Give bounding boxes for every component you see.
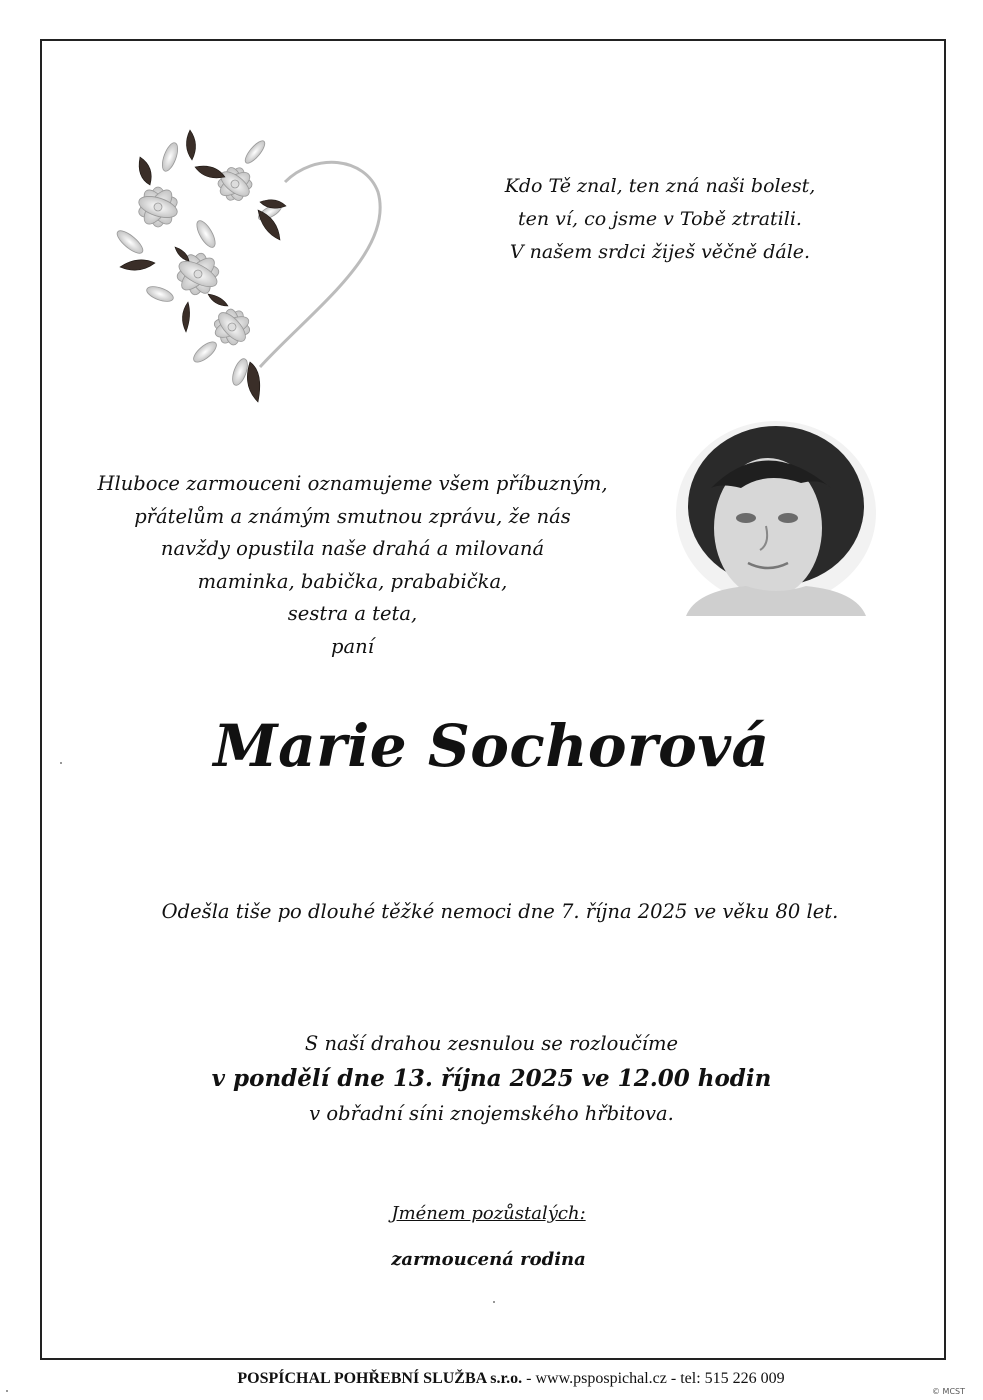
announcement-line: maminka, babička, prababička, (197, 569, 508, 593)
footer-contact: - www.pspospichal.cz - tel: 515 226 009 (522, 1370, 785, 1387)
floral-heart-icon (110, 122, 390, 412)
farewell-date-time: v pondělí dne 13. října 2025 ve 12.00 hodin (211, 1065, 772, 1092)
footer-company: POSPÍCHAL POHŘEBNÍ SLUŽBA s.r.o. (237, 1370, 523, 1387)
quote-line: ten ví, co jsme v Tobě ztratili. (518, 208, 802, 230)
announcement-line: Hluboce zarmouceni oznamujeme všem příbuzným, (97, 472, 608, 495)
farewell-info (0, 1026, 983, 1131)
quote-line: Kdo Tě znal, ten zná naši bolest, (504, 175, 816, 197)
speck (60, 762, 62, 764)
speck (493, 1301, 495, 1303)
watermark: © MCST (932, 1387, 965, 1396)
deceased-name: Marie Sochorová (213, 712, 770, 780)
farewell-intro: S naší drahou zesnulou se rozloučíme (304, 1032, 679, 1055)
announcement-line: navždy opustila naše drahá a milovaná (160, 537, 545, 561)
announcement-line: paní (331, 634, 374, 658)
memorial-quote (470, 170, 850, 269)
death-notice: Odešla tiše po dlouhé těžké nemoci dne 7. října 2025 ve věku 80 let. (161, 900, 839, 923)
announcement-line: přátelům a známým smutnou zprávu, že nás (134, 504, 571, 528)
farewell-place: v obřadní síni znojemského hřbitova. (309, 1102, 674, 1125)
footer-line (0, 1370, 983, 1388)
deceased-portrait (666, 418, 884, 616)
quote-line: V našem srdci žiješ věčně dále. (509, 241, 811, 263)
speck (6, 1390, 8, 1392)
signature-name: zarmoucená rodina (391, 1249, 586, 1270)
announcement-line: sestra a teta, (287, 602, 418, 626)
announcement-text (95, 468, 610, 664)
signature-label: Jménem pozůstalých: (391, 1203, 586, 1224)
